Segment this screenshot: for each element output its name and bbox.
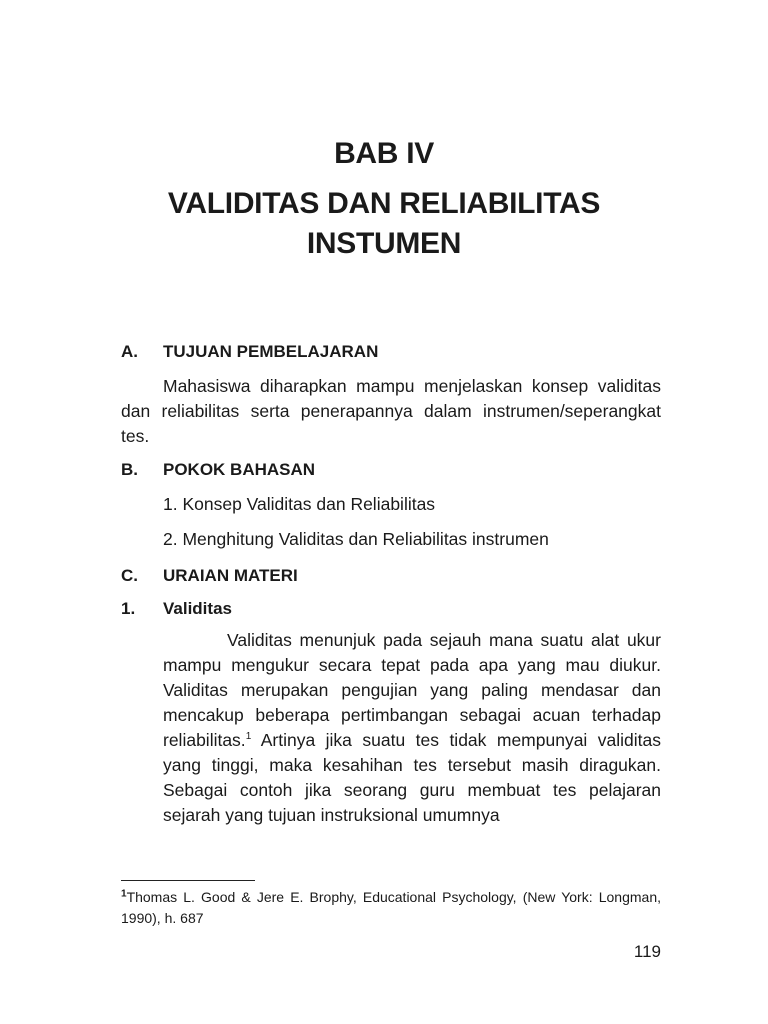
footnote	[121, 887, 661, 929]
chapter-title-line-2: INSTUMEN	[306, 227, 462, 260]
section-c-title: URAIAN MATERI	[163, 566, 298, 585]
chapter-number: BAB IV	[334, 137, 434, 170]
section-a-heading	[121, 342, 378, 362]
section-b-heading	[121, 460, 315, 480]
subsection-1-heading	[121, 599, 232, 619]
section-a-body: Mahasiswa diharapkan mampu menjelaskan konsep validitas dan reliabilitas serta penerapannya dalam instrumen/seperangkat tes.	[121, 376, 661, 446]
subsection-1-number: 1.	[121, 599, 136, 618]
footnote-mark: 1	[121, 888, 127, 900]
section-c-letter: C.	[121, 566, 138, 585]
body-text-part-1: Validitas menunjuk pada sejauh mana suatu alat ukur mampu mengukur secara tepat pada apa yang mau diukur. Validitas merupakan pengujian yang paling mendasar dan mencakup beberapa pertimbangan sebagai acuan terhadap reliabilitas.	[163, 630, 661, 750]
chapter-title-line-1: VALIDITAS DAN RELIABILITAS	[167, 187, 601, 220]
section-a-title: TUJUAN PEMBELAJARAN	[163, 342, 379, 361]
subsection-1-title: Validitas	[163, 599, 232, 618]
list-item: 2. Menghitung Validitas dan Reliabilitas instrumen	[163, 529, 549, 549]
section-c-heading	[121, 566, 298, 586]
footnote-text: Thomas L. Good & Jere E. Brophy, Educational Psychology, (New York: Longman, 1990), h. 687	[121, 889, 661, 926]
section-b-title: POKOK BAHASAN	[163, 460, 316, 479]
body-text-part-2: Artinya jika suatu tes tidak mempunyai validitas yang tinggi, maka kesahihan tes tersebut masih diragukan. Sebagai contoh jika seorang guru membuat tes pelajaran sejarah yang tujuan instruksional umumnya	[163, 730, 661, 825]
subsection-1-body	[163, 628, 661, 828]
footnote-divider	[121, 880, 255, 881]
list-item: 1. Konsep Validitas dan Reliabilitas	[163, 494, 436, 514]
page-number: 119	[633, 942, 661, 961]
footnote-reference[interactable]: 1	[245, 731, 252, 743]
section-b-letter: B.	[121, 460, 138, 479]
section-a-letter: A.	[121, 342, 138, 361]
